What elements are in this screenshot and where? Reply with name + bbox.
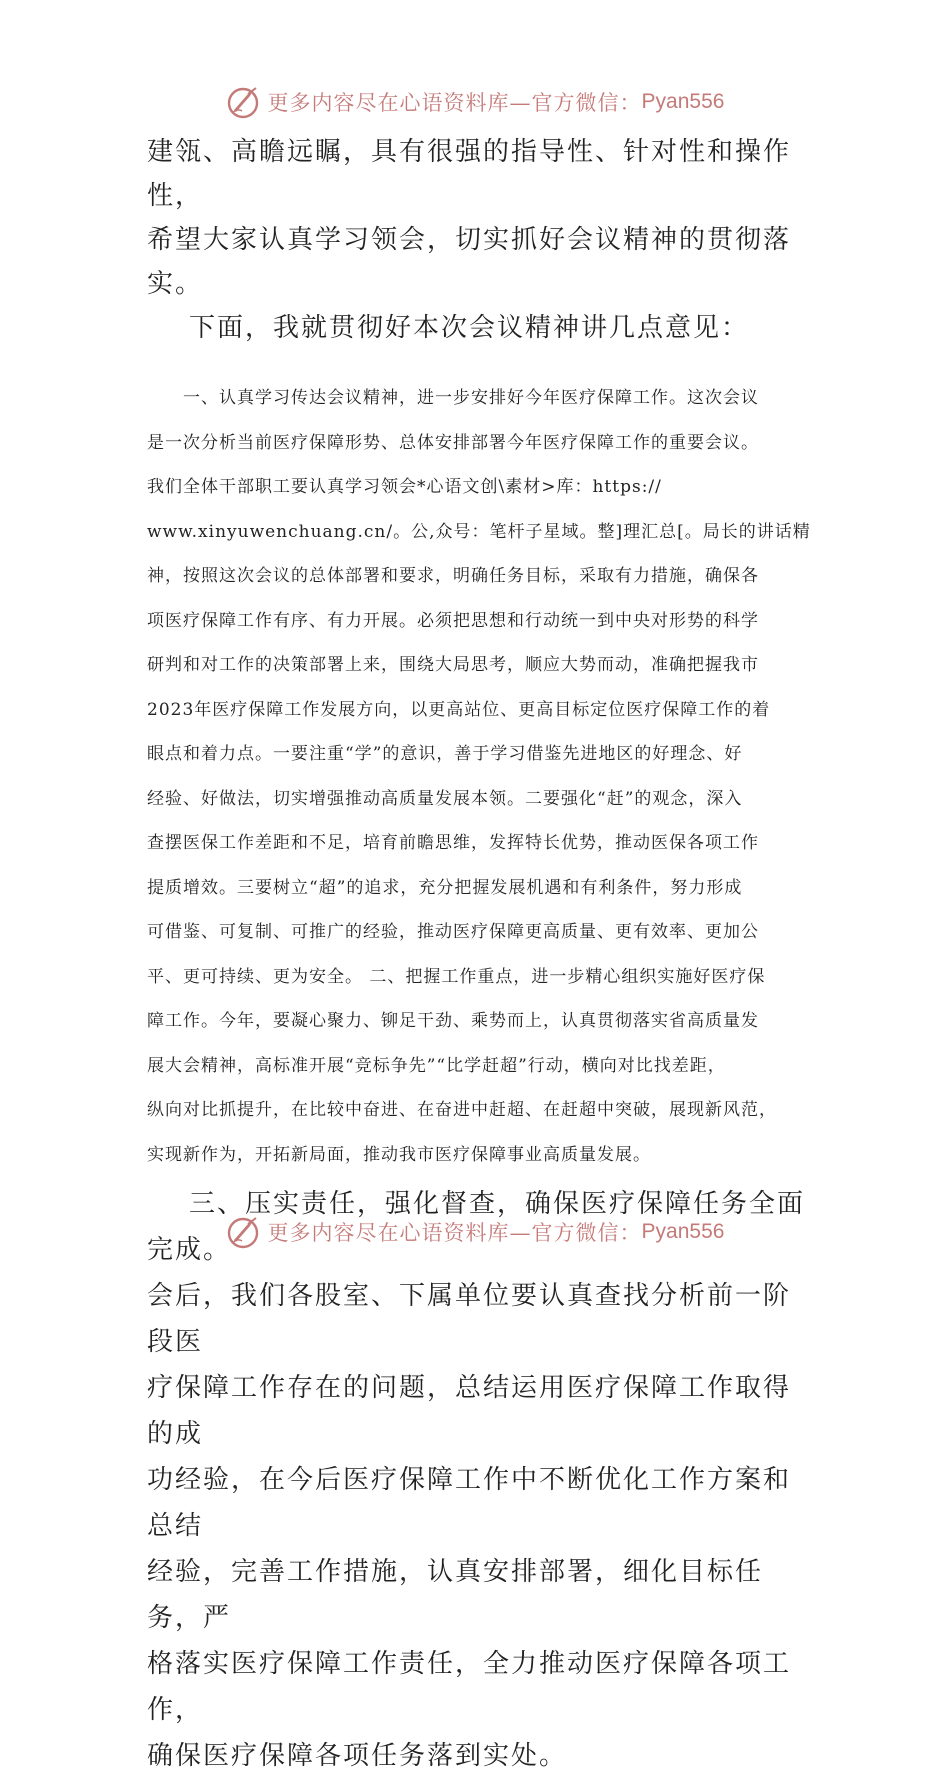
p3-line: 纵向对比抓提升，在比较中奋进、在奋进中赶超、在赶超中突破，展现新风范， [147, 1100, 777, 1120]
p3-line: 一、认真学习传达会议精神，进一步安排好今年医疗保障工作。这次会议 [183, 388, 759, 408]
paragraph-1-line-2: 希望大家认真学习领会，切实抓好会议精神的贯彻落实。 [147, 225, 792, 299]
p3-line: 展大会精神，高标准开展“竞标争先”“比学赶超”行动，横向对比找差距， [147, 1055, 726, 1076]
p3-line: 我们全体干部职工要认真学习领会*心语文创\素材>库：https:// [147, 477, 662, 497]
p3-line: 可借鉴、可复制、可推广的经验，推动医疗保障更高质量、更有效率、更加公 [147, 922, 759, 942]
banner-text: 更多内容尽在心语资料库—官方微信： [267, 1221, 642, 1245]
banner-wechat-id: Pyan556 [641, 90, 725, 113]
p4-line: 疗保障工作存在的问题，总结运用医疗保障工作取得的成 [147, 1373, 792, 1449]
p4-line: 功经验，在今后医疗保障工作中不断优化工作方案和总结 [147, 1465, 792, 1541]
banner-wechat-id: Pyan556 [641, 1220, 725, 1243]
paragraph-2: 下面，我就贯彻好本次会议精神讲几点意见： [189, 313, 750, 343]
p4-line: 格落实医疗保障工作责任，全力推动医疗保障各项工作， [147, 1649, 792, 1725]
p4-line: 确保医疗保障各项任务落到实处。 [147, 1741, 568, 1771]
p3-line: 是一次分析当前医疗保障形势、总体安排部署今年医疗保障工作的重要会议。 [147, 432, 759, 453]
p3-line: 提质增效。三要树立“超”的追求，充分把握发展机遇和有利条件，努力形成 [147, 877, 743, 898]
banner-text: 更多内容尽在心语资料库—官方微信： [267, 91, 642, 115]
footer-banner [0, 1210, 950, 1254]
p3-line: 神，按照这次会议的总体部署和要求，明确任务目标，采取有力措施，确保各 [147, 566, 759, 586]
header-banner [0, 80, 950, 124]
p4-line: 经验，完善工作措施，认真安排部署，细化目标任务，严 [147, 1557, 764, 1633]
pen-logo-icon [226, 84, 262, 120]
p4-line: 三、压实责任，强化督查，确保医疗保障任务全面完成。 [147, 1189, 806, 1265]
p3-line: 查摆医保工作差距和不足，培育前瞻思维，发挥特长优势，推动医保各项工作 [147, 833, 759, 853]
p3-line: 项医疗保障工作有序、有力开展。必须把思想和行动统一到中央对形势的科学 [147, 610, 759, 631]
p3-line: 眼点和着力点。一要注重“学”的意识，善于学习借鉴先进地区的好理念、好 [147, 744, 743, 764]
pen-logo-icon [226, 1214, 262, 1250]
paragraph-1-line-1: 建瓴、高瞻远瞩，具有很强的指导性、针对性和操作性， [147, 137, 792, 211]
p3-line: www.xinyuwenchuang.cn/。公,众号：笔杆子星域。整]理汇总[。局长的讲话精 [147, 521, 811, 542]
paragraph-3 [147, 376, 817, 1177]
p3-line: 实现新作为，开拓新局面，推动我市医疗保障事业高质量发展。 [147, 1144, 651, 1165]
p3-line: 平、更可持续、更为安全。 二、把握工作重点，进一步精心组织实施好医疗保 [147, 966, 766, 987]
p3-line: 障工作。今年，要凝心聚力、铆足干劲、乘势而上，认真贯彻落实省高质量发 [147, 1011, 759, 1031]
p4-line: 会后，我们各股室、下属单位要认真查找分析前一阶段医 [147, 1281, 792, 1357]
paragraph-4 [147, 1181, 817, 1779]
document-body [147, 130, 817, 1779]
p3-line: 2023年医疗保障工作发展方向，以更高站位、更高目标定位医疗保障工作的着 [147, 699, 771, 720]
p3-line: 经验、好做法，切实增强推动高质量发展本领。二要强化“赶”的观念，深入 [147, 788, 743, 809]
p3-line: 研判和对工作的决策部署上来，围绕大局思考，顺应大势而动，准确把握我市 [147, 655, 759, 675]
